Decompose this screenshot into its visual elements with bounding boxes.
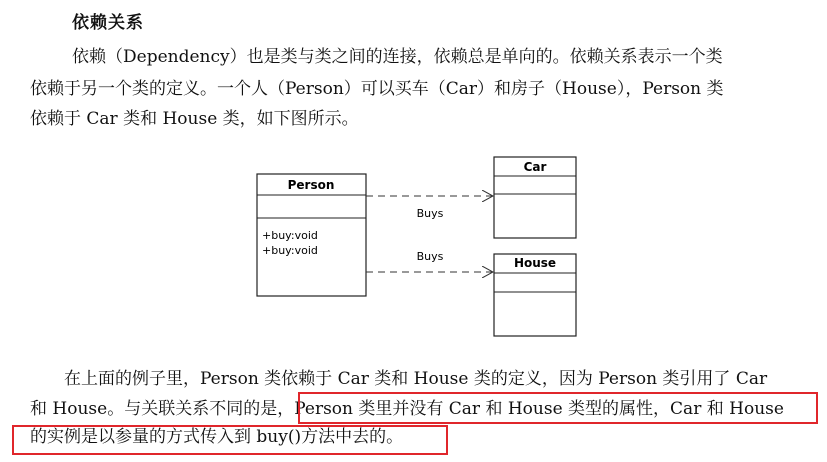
car-class-box <box>494 157 576 238</box>
person-method-2: +buy:void <box>262 244 318 257</box>
house-class-name: House <box>513 256 557 270</box>
intro-line-2: 依赖于另一个类的定义。一个人（Person）可以买车（Car）和房子（House），Person 类 <box>30 79 724 99</box>
explanation-line-3: 的实例是以参量的方式传入到 buy()方法中去的。 <box>30 427 404 447</box>
intro-line-1: 依赖（Dependency）也是类与类之间的连接，依赖总是单向的。依赖关系表示一个类 <box>72 47 723 67</box>
car-class-name: Car <box>523 160 547 174</box>
person-method-1: +buy:void <box>262 229 318 242</box>
explanation-line-1: 在上面的例子里，Person 类依赖于 Car 类和 House 类的定义，因为 Person 类引用了 Car <box>64 369 768 389</box>
explanation-line-2-prefix: 和 House。与关联关系不同的是， <box>30 399 295 419</box>
section-heading: 依赖关系 <box>72 13 144 33</box>
explanation-highlighted-text: Person 类里并没有 Car 和 House 类型的属性，Car 和 House <box>294 399 784 419</box>
house-class-box <box>494 254 576 336</box>
edge-label-buys-car: Buys <box>416 207 444 220</box>
highlight-box-1 <box>298 392 818 424</box>
highlight-box-2 <box>12 425 448 455</box>
person-class-name: Person <box>287 178 335 192</box>
intro-line-3: 依赖于 Car 类和 House 类，如下图所示。 <box>30 109 359 129</box>
edge-label-buys-house: Buys <box>416 250 444 263</box>
person-class-box <box>257 174 366 296</box>
